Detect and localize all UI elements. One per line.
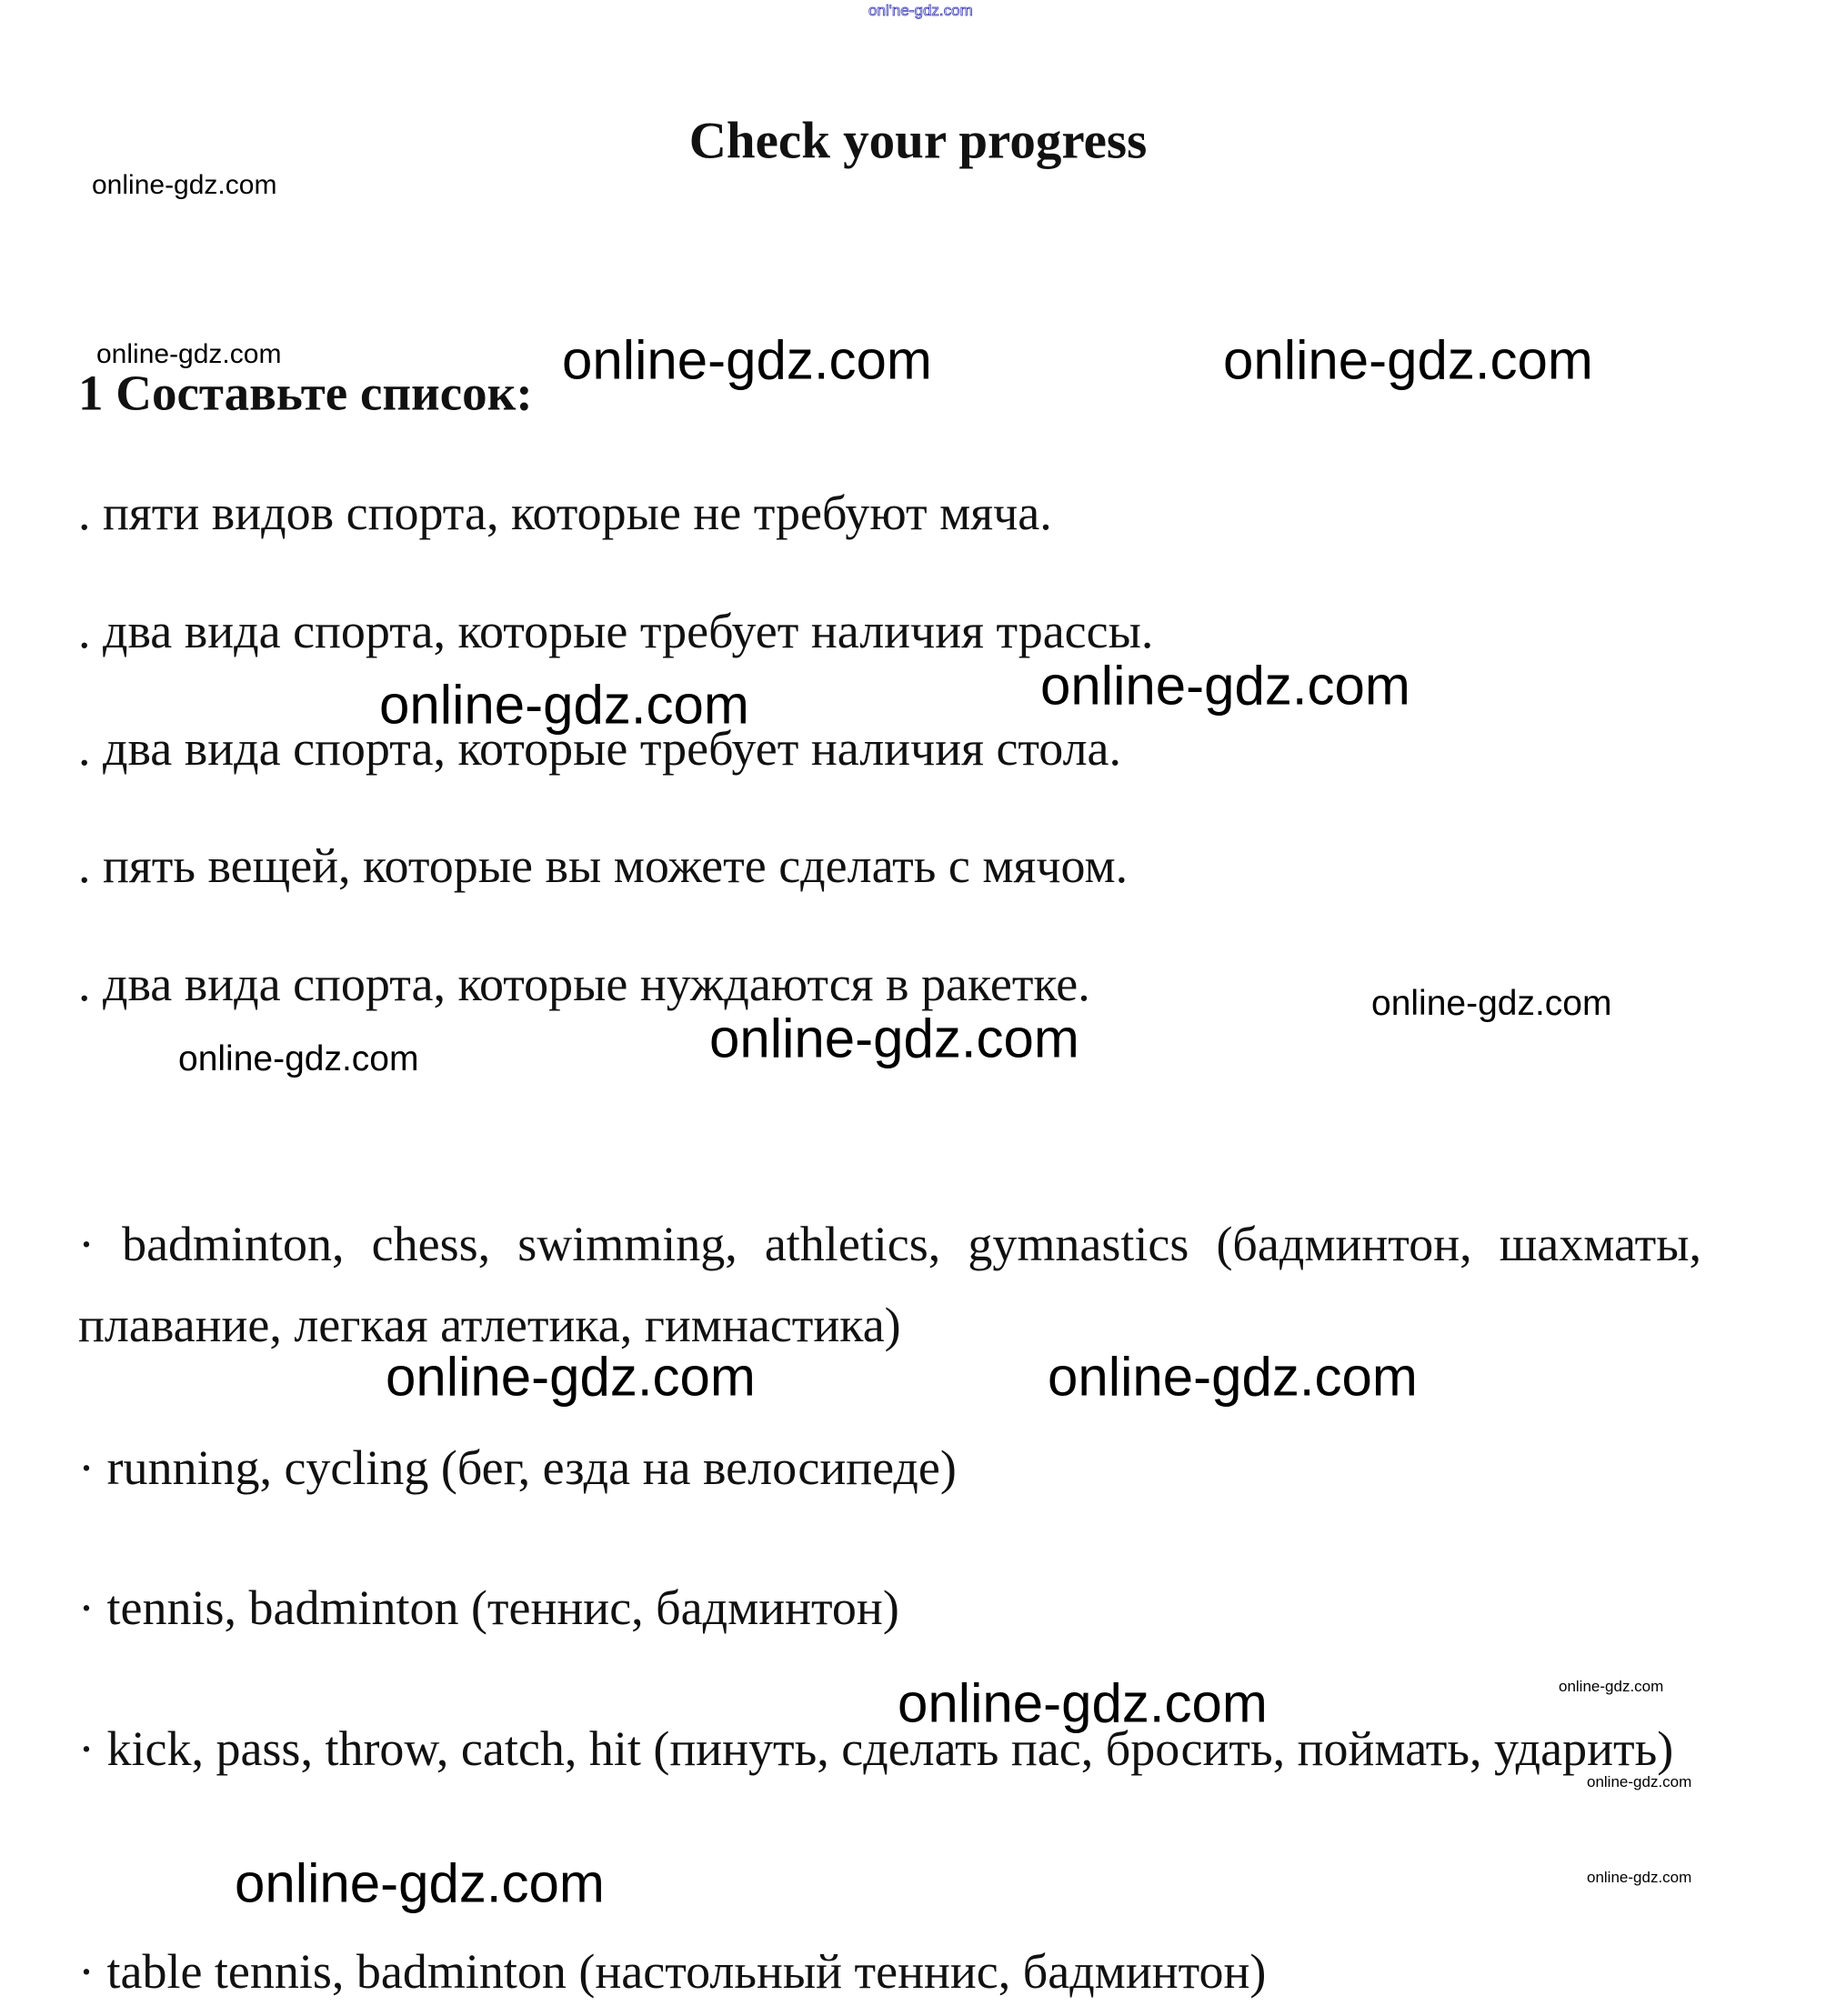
watermark: online-gdz.com — [1587, 1773, 1692, 1790]
watermark: online-gdz.com — [1371, 984, 1612, 1023]
watermark: online-gdz.com — [178, 1039, 419, 1078]
task-item: . два вида спорта, которые нуждаются в ракетке. — [78, 957, 1090, 1011]
task-item: . пять вещей, которые вы можете сделать с мячом. — [78, 838, 1129, 893]
watermark-top: onl'ne-gdz.com — [868, 2, 973, 19]
answer-item: · running, cycling (бег, езда на велосипеде) — [78, 1440, 957, 1495]
answer-item: · kick, pass, throw, catch, hit (пинуть, сделать пас, бросить, поймать, ударить) — [78, 1721, 1674, 1776]
watermark: online-gdz.com — [386, 1346, 756, 1408]
watermark: online-gdz.com — [562, 329, 932, 391]
answer-item: · table tennis, badminton (настольный теннис, бадминтон) — [78, 1944, 1267, 1999]
exercise-heading: 1 Составьте список: — [78, 365, 533, 421]
page-title: Check your progress — [688, 112, 1148, 170]
watermark: online-gdz.com — [235, 1852, 605, 1914]
answer-item: · tennis, badminton (теннис, бадминтон) — [78, 1580, 899, 1635]
answer-item: · badminton, chess, swimming, athletics, gymnastics (бадминтон, шахматы, плавание, легкая атлетика, гимнастика) — [78, 1217, 1701, 1352]
task-item: . пяти видов спорта, которые не требуют мяча. — [78, 486, 1052, 540]
watermark: online-gdz.com — [96, 339, 282, 369]
watermark: online-gdz.com — [1048, 1346, 1418, 1408]
watermark: online-gdz.com — [1223, 329, 1593, 391]
watermark: online-gdz.com — [898, 1672, 1268, 1734]
watermark: online-gdz.com — [1040, 655, 1410, 717]
task-item: . два вида спорта, которые требует наличия трассы. — [78, 604, 1154, 658]
watermark: online-gdz.com — [1587, 1869, 1692, 1886]
watermark: online-gdz.com — [92, 170, 277, 200]
watermark: online-gdz.com — [709, 1008, 1079, 1069]
watermark: online-gdz.com — [379, 674, 749, 736]
task-item: . два вида спорта, которые требует наличия стола. — [78, 721, 1121, 776]
watermark: online-gdz.com — [1559, 1678, 1664, 1695]
